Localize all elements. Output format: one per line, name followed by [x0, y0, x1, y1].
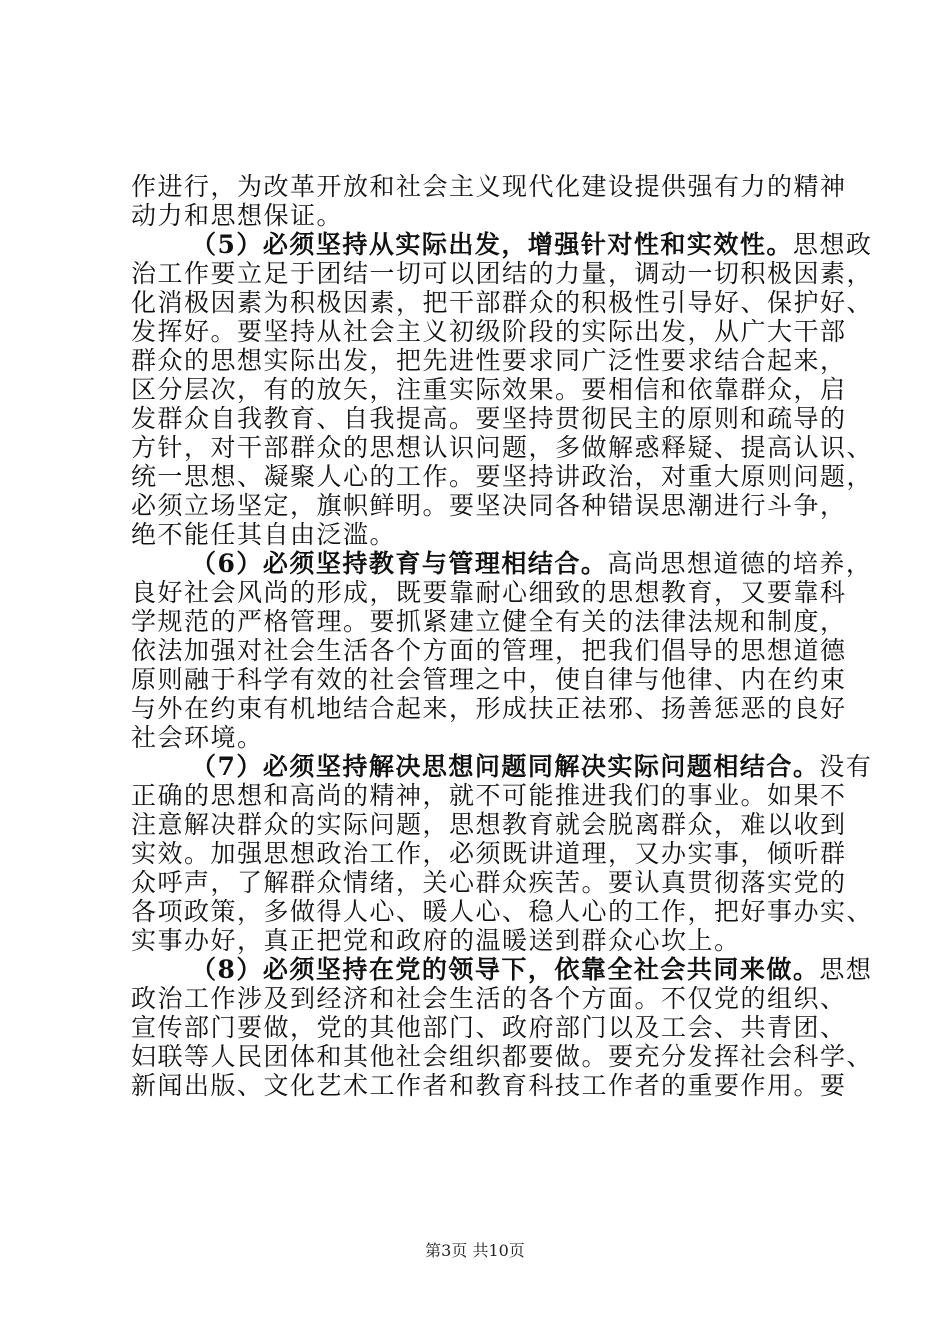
line-text: 治工作要立足于团结一切可以团结的力量，调动一切积极因素，: [131, 259, 874, 288]
line-text: 思想: [819, 955, 873, 984]
line-text: 思想政: [792, 230, 873, 259]
line-text: 学规范的严格管理。要抓紧建立健全有关的法律法规和制度，: [131, 607, 847, 636]
text-line: [131, 317, 847, 346]
text-line: [131, 288, 874, 317]
text-line: [131, 636, 847, 665]
line-text: 众呼声，了解群众情绪，关心群众疾苦。要认真贯彻落实党的: [131, 868, 847, 897]
line-text: 绝不能任其自由泛滥。: [131, 520, 397, 549]
text-line: [131, 259, 874, 288]
text-line: [131, 375, 847, 404]
line-text: 妇联等人民团体和其他社会组织都要做。要充分发挥社会科学、: [131, 1042, 874, 1071]
text-line: [131, 607, 847, 636]
line-text: 社会环境。: [131, 723, 264, 752]
text-line: [131, 752, 873, 781]
section-heading: （5）必须坚持从实际出发，增强针对性和实效性。: [191, 230, 793, 259]
line-text: 原则融于科学有效的社会管理之中，使自律与他律、内在约束: [131, 665, 847, 694]
text-line: [131, 839, 847, 868]
text-line: [131, 404, 847, 433]
line-text: 动力和思想保证。: [131, 201, 344, 230]
page-footer: 第3页 共10页: [425, 1241, 525, 1260]
text-line: [131, 723, 831, 752]
text-line: [131, 955, 873, 984]
line-text: 化消极因素为积极因素，把干部群众的积极性引导好、保护好、: [131, 288, 874, 317]
line-text: 作进行，为改革开放和社会主义现代化建设提供强有力的精神: [131, 172, 847, 201]
text-line: [131, 694, 847, 723]
line-text: 各项政策，多做得人心、暖人心、稳人心的工作，把好事办实、: [131, 897, 874, 926]
line-text: 没有: [819, 752, 873, 781]
line-text: 方针，对干部群众的思想认识问题，多做解惑释疑、提高认识、: [131, 433, 874, 462]
line-text: 正确的思想和高尚的精神，就不可能推进我们的事业。如果不: [131, 781, 847, 810]
text-line: [131, 665, 847, 694]
text-line: [131, 462, 874, 491]
line-text: 政治工作涉及到经济和社会生活的各个方面。不仅党的组织、: [131, 984, 847, 1013]
text-line: [131, 230, 873, 259]
line-text: 必须立场坚定，旗帜鲜明。要坚决同各种错误思潮进行斗争，: [131, 491, 847, 520]
line-text: 注意解决群众的实际问题，思想教育就会脱离群众，难以收到: [131, 810, 847, 839]
section-heading: （8）必须坚持在党的领导下，依靠全社会共同来做。: [191, 955, 820, 984]
text-line: [131, 897, 874, 926]
section-heading: （7）必须坚持解决思想问题同解决实际问题相结合。: [191, 752, 820, 781]
text-line: [131, 549, 873, 578]
text-line: [131, 1071, 847, 1100]
line-text: 实事办好，真正把党和政府的温暖送到群众心坎上。: [131, 926, 741, 955]
line-text: 发挥好。要坚持从社会主义初级阶段的实际出发，从广大干部: [131, 317, 847, 346]
text-line: [131, 433, 874, 462]
text-line: [131, 781, 847, 810]
line-text: 实效。加强思想政治工作，必须既讲道理，又办实事，倾听群: [131, 839, 847, 868]
line-text: 统一思想、凝聚人心的工作。要坚持讲政治，对重大原则问题，: [131, 462, 874, 491]
text-line: [131, 1013, 847, 1042]
text-line: [131, 1042, 874, 1071]
line-text: 与外在约束有机地结合起来，形成扶正祛邪、扬善惩恶的良好: [131, 694, 847, 723]
text-line: [131, 868, 847, 897]
text-line: [131, 984, 847, 1013]
text-line: [131, 346, 847, 375]
text-line: [131, 520, 831, 549]
line-text: 群众的思想实际出发，把先进性要求同广泛性要求结合起来，: [131, 346, 847, 375]
line-text: 依法加强对社会生活各个方面的管理，把我们倡导的思想道德: [131, 636, 847, 665]
line-text: 区分层次，有的放矢，注重实际效果。要相信和依靠群众，启: [131, 375, 847, 404]
line-text: 良好社会风尚的形成，既要靠耐心细致的思想教育，又要靠科: [131, 578, 847, 607]
line-text: 新闻出版、文化艺术工作者和教育科技工作者的重要作用。要: [131, 1071, 847, 1100]
document-body: [131, 172, 874, 1100]
section-heading: （6）必须坚持教育与管理相结合。: [191, 549, 608, 578]
text-line: [131, 926, 831, 955]
text-line: [131, 172, 847, 201]
text-line: [131, 578, 847, 607]
text-line: [131, 810, 847, 839]
line-text: 高尚思想道德的培养，: [607, 549, 873, 578]
text-line: [131, 201, 831, 230]
line-text: 宣传部门要做，党的其他部门、政府部门以及工会、共青团、: [131, 1013, 847, 1042]
line-text: 发群众自我教育、自我提高。要坚持贯彻民主的原则和疏导的: [131, 404, 847, 433]
text-line: [131, 491, 847, 520]
